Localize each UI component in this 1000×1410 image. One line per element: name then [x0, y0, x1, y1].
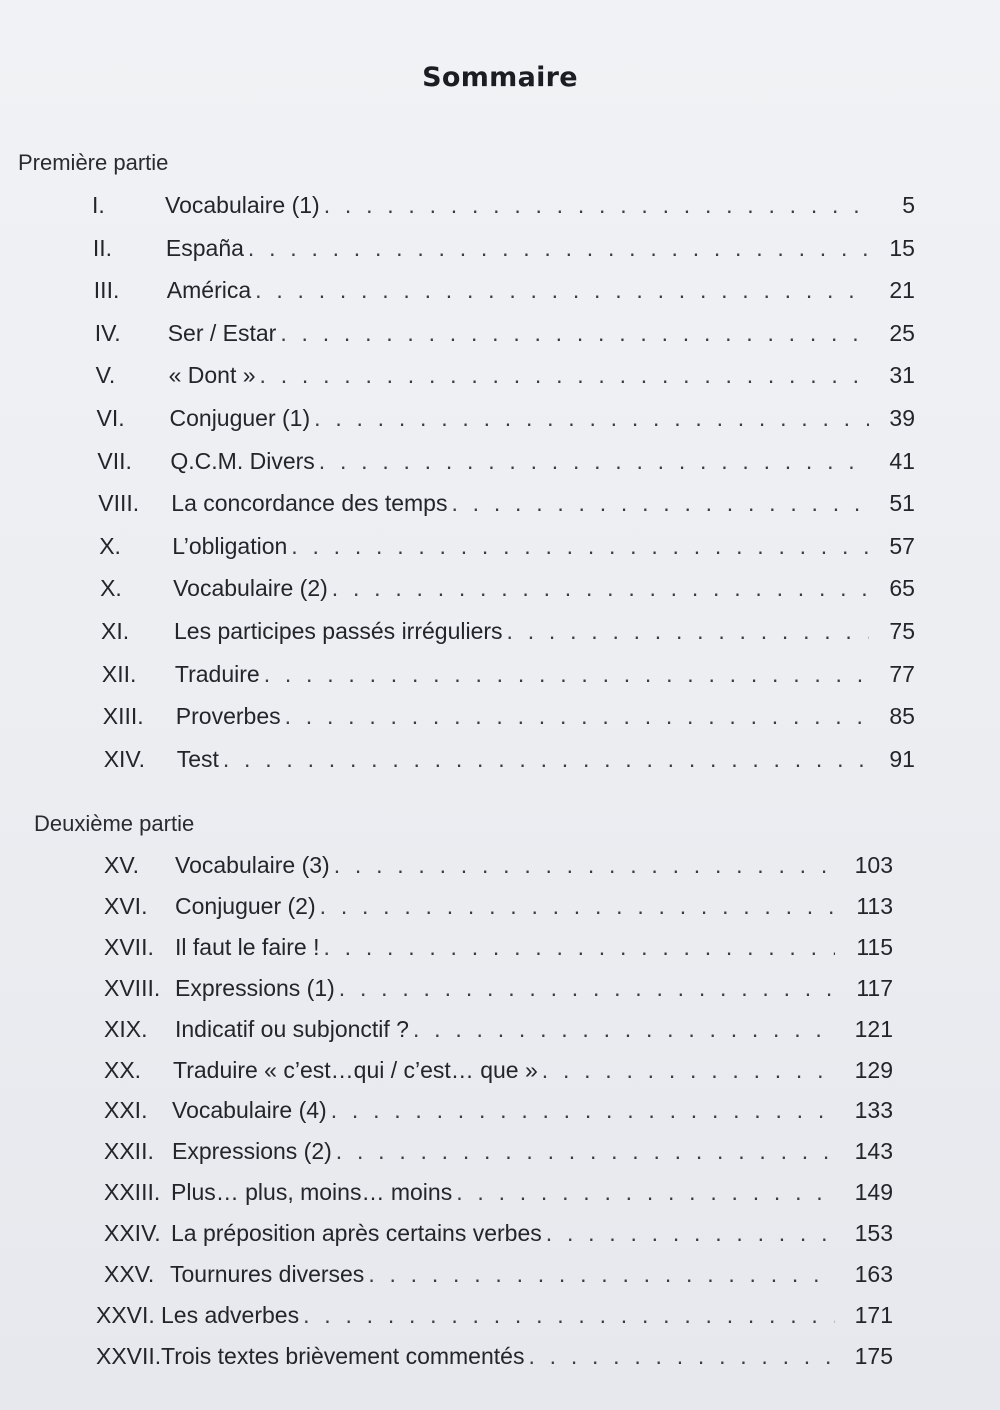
entry-title: Indicatif ou subjonctif ? [175, 1015, 409, 1042]
part-heading: Première partie [18, 150, 169, 175]
dot-leader [255, 277, 869, 304]
entry-page-number: 103 [854, 852, 893, 878]
entry-page-number: 77 [889, 660, 915, 687]
dot-leader [451, 490, 869, 517]
entry-title: Traduire [174, 660, 260, 687]
dot-leader [319, 448, 869, 475]
toc-entry [104, 1220, 893, 1252]
toc-entry [100, 575, 915, 607]
entry-number: II. [92, 234, 113, 261]
entry-page-number: 91 [889, 745, 915, 772]
entry-title: Q.C.M. Divers [170, 447, 315, 474]
entry-page-number: 175 [854, 1342, 893, 1369]
entry-title: Traduire « c’est…qui / c’est… que » [173, 1056, 538, 1083]
entry-page-number: 31 [889, 362, 915, 389]
dot-leader [264, 661, 869, 688]
entry-page-number: 171 [854, 1301, 893, 1328]
entry-title: Test [176, 745, 219, 772]
entry-number: XXI. [104, 1097, 148, 1124]
entry-title: Il faut le faire ! [175, 933, 320, 960]
dot-leader [320, 893, 835, 920]
dot-leader [542, 1057, 835, 1084]
toc-entry [104, 1179, 893, 1211]
dot-leader [323, 934, 835, 961]
toc-entry [104, 975, 893, 1007]
entry-page-number: 51 [889, 490, 915, 517]
entry-title: Conjuguer (1) [169, 405, 311, 431]
entry-number: XXII. [104, 1138, 154, 1165]
entry-page-number: 113 [856, 892, 893, 919]
entry-page-number: 115 [856, 933, 893, 960]
page-title: Sommaire [422, 62, 578, 93]
toc-entry [99, 533, 915, 565]
entry-title: España [165, 234, 244, 261]
entry-title: La préposition après certains verbes [171, 1220, 542, 1247]
entry-page-number: 57 [889, 532, 915, 559]
entry-title: Expressions (1) [175, 974, 335, 1001]
toc-entry [104, 852, 893, 884]
entry-number: XV. [104, 852, 139, 878]
entry-number: X. [100, 575, 122, 602]
entry-page-number: 5 [902, 192, 915, 218]
dot-leader [528, 1343, 835, 1370]
entry-title: « Dont » [168, 362, 256, 389]
toc-entry [101, 618, 915, 650]
entry-title: Conjuguer (2) [175, 892, 316, 919]
entry-page-number: 21 [889, 277, 915, 304]
entry-title: Vocabulaire (4) [172, 1097, 327, 1124]
toc-entry [104, 1016, 893, 1048]
dot-leader [336, 1138, 835, 1165]
entry-title: Vocabulaire (1) [165, 192, 320, 218]
dot-leader [413, 1016, 835, 1043]
dot-leader [314, 405, 869, 432]
dot-leader [223, 746, 869, 773]
entry-page-number: 149 [854, 1179, 893, 1206]
entry-number: XVII. [104, 933, 154, 960]
entry-page-number: 117 [856, 974, 893, 1001]
entry-number: XIX. [104, 1015, 148, 1042]
entry-number: XXIV. [104, 1220, 161, 1247]
entry-number: XI. [101, 618, 130, 644]
dot-leader [334, 852, 835, 879]
entry-title: Proverbes [175, 703, 281, 730]
entry-number: XXVI. [96, 1301, 155, 1328]
dot-leader [331, 1097, 835, 1124]
toc-entry [104, 746, 915, 778]
entry-page-number: 15 [889, 234, 915, 261]
entry-page-number: 75 [889, 618, 915, 644]
dot-leader [332, 575, 869, 602]
entry-page-number: 25 [889, 319, 915, 346]
toc-entry [103, 703, 915, 735]
toc-entry [97, 448, 915, 480]
entry-title: Les participes passés irréguliers [174, 618, 503, 644]
entry-page-number: 133 [854, 1097, 893, 1124]
entry-number: XVIII. [104, 974, 161, 1001]
toc-entry [104, 1138, 893, 1170]
entry-page-number: 129 [854, 1056, 893, 1083]
entry-title: Ser / Estar [167, 319, 277, 346]
entry-number: VI. [96, 405, 125, 431]
dot-leader [339, 975, 835, 1002]
entry-page-number: 65 [889, 575, 915, 602]
dot-leader [260, 362, 869, 389]
toc-entry [104, 934, 893, 966]
entry-title: Trois textes brièvement commentés [161, 1342, 525, 1369]
entry-page-number: 39 [889, 405, 915, 431]
entry-title: La concordance des temps [171, 490, 448, 517]
entry-page-number: 163 [854, 1261, 893, 1287]
part-heading: Deuxième partie [34, 811, 195, 836]
toc-entry [104, 1261, 893, 1293]
entry-title: Les adverbes [161, 1301, 300, 1328]
toc-entry [96, 362, 915, 394]
entry-title: Vocabulaire (3) [175, 852, 330, 878]
entry-title: L’obligation [172, 532, 288, 559]
toc-entry [95, 320, 915, 352]
entry-number: VII. [97, 447, 132, 474]
entry-page-number: 41 [889, 447, 915, 474]
entry-number: XXIII. [104, 1179, 161, 1206]
dot-leader [303, 1302, 835, 1329]
entry-number: XXVII. [96, 1342, 162, 1369]
entry-page-number: 121 [854, 1015, 893, 1042]
entry-number: VIII. [98, 490, 140, 517]
entry-number: XIV. [103, 745, 146, 772]
toc-entry [93, 235, 915, 267]
dot-leader [368, 1261, 835, 1288]
toc-entry [97, 405, 916, 437]
entry-title: Expressions (2) [172, 1138, 332, 1165]
toc-entry [96, 1343, 893, 1375]
toc-entry [102, 661, 915, 693]
entry-page-number: 153 [854, 1220, 893, 1247]
entry-title: América [166, 277, 252, 304]
dot-leader [546, 1220, 835, 1247]
entry-number: III. [93, 277, 120, 304]
toc-entry [94, 277, 915, 309]
entry-number: V. [95, 362, 116, 389]
toc-entry [104, 1097, 893, 1129]
entry-page-number: 85 [889, 703, 915, 730]
dot-leader [507, 618, 869, 645]
dot-leader [324, 192, 869, 219]
toc-entry [92, 192, 915, 224]
entry-number: XXV. [104, 1261, 155, 1287]
entry-title: Vocabulaire (2) [173, 575, 328, 602]
toc-entry [104, 1057, 893, 1089]
entry-number: XIII. [102, 703, 144, 730]
entry-number: XII. [101, 660, 137, 687]
dot-leader [285, 703, 869, 730]
entry-page-number: 143 [854, 1138, 893, 1165]
toc-entry [98, 490, 915, 522]
dot-leader [456, 1179, 835, 1206]
entry-title: Plus… plus, moins… moins [171, 1179, 453, 1206]
dot-leader [248, 235, 869, 262]
entry-number: XVI. [104, 892, 148, 919]
dot-leader [291, 533, 869, 560]
toc-entry [96, 1302, 893, 1334]
entry-number: IV. [94, 319, 121, 346]
entry-number: I. [92, 192, 105, 218]
dot-leader [280, 320, 869, 347]
toc-entry [104, 893, 893, 925]
entry-number: XX. [104, 1056, 142, 1083]
entry-title: Tournures diverses [170, 1261, 365, 1287]
entry-number: X. [99, 532, 121, 559]
